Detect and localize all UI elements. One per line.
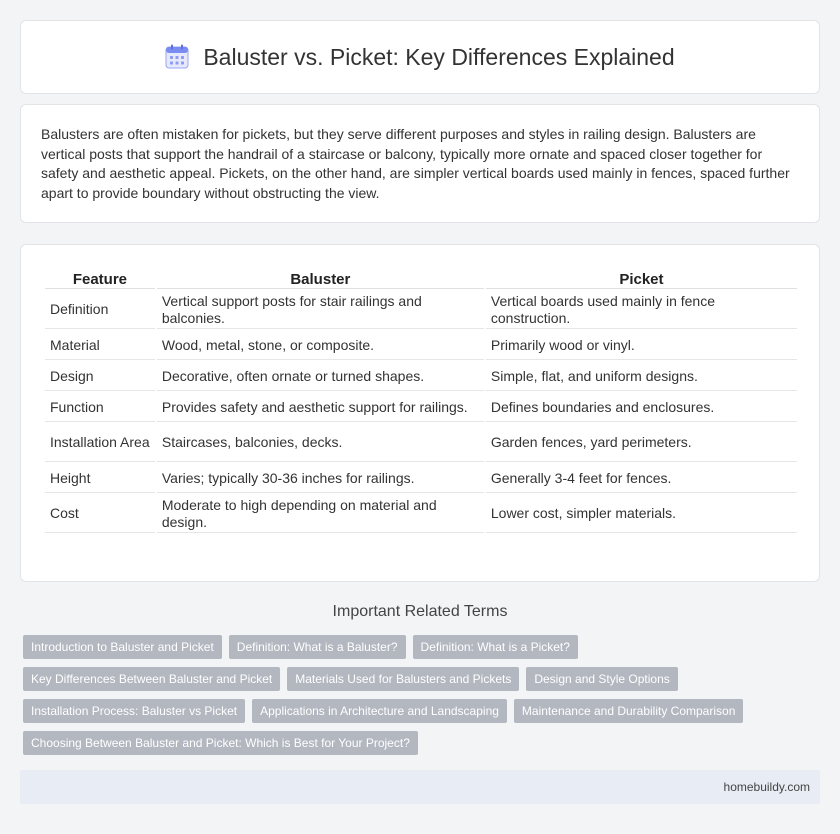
- picket-cell: Vertical boards used mainly in fence construction.: [486, 291, 797, 329]
- tag-link[interactable]: Introduction to Baluster and Picket: [23, 635, 222, 659]
- comparison-table-card: [20, 244, 820, 582]
- intro-card: [20, 104, 820, 223]
- table-row: [45, 424, 797, 462]
- tag-link[interactable]: Definition: What is a Picket?: [413, 635, 578, 659]
- baluster-cell: Vertical support posts for stair railings and balconies.: [157, 291, 484, 329]
- tag-link[interactable]: Installation Process: Baluster vs Picket: [23, 699, 245, 723]
- picket-cell: Primarily wood or vinyl.: [486, 331, 797, 360]
- header-feature: Feature: [45, 267, 155, 289]
- related-terms-title: Important Related Terms: [332, 603, 508, 620]
- picket-cell: Generally 3-4 feet for fences.: [486, 464, 797, 493]
- baluster-cell: Moderate to high depending on material and design.: [157, 495, 484, 533]
- baluster-cell: Staircases, balconies, decks.: [157, 424, 484, 462]
- picket-cell: Lower cost, simpler materials.: [486, 495, 797, 533]
- table-row: [45, 362, 797, 391]
- tag-link[interactable]: Maintenance and Durability Comparison: [514, 699, 743, 723]
- feature-cell: Height: [45, 464, 155, 493]
- baluster-cell: Wood, metal, stone, or composite.: [157, 331, 484, 360]
- picket-cell: Defines boundaries and enclosures.: [486, 393, 797, 422]
- table-row: [45, 495, 797, 533]
- page-title: Baluster vs. Picket: Key Differences Explained: [203, 43, 675, 70]
- intro-paragraph: Balusters are often mistaken for pickets, but they serve different purposes and styles in railing design. Balusters are vertical posts that support the handrail of a staircase or balcony, typically more ornate and spaced closer together for safety and aesthetic appeal. Pickets, on the other hand, are simpler vertical boards used mainly in fences, spaced further apart to provide boundary without obstructing the view.: [41, 126, 790, 201]
- baluster-cell: Decorative, often ornate or turned shapes.: [157, 362, 484, 391]
- table-row: [45, 464, 797, 493]
- header-picket: Picket: [486, 267, 797, 289]
- table-row: [45, 291, 797, 329]
- picket-cell: Garden fences, yard perimeters.: [486, 424, 797, 462]
- tag-link[interactable]: Design and Style Options: [526, 667, 677, 691]
- feature-cell: Definition: [45, 291, 155, 329]
- table-row: [45, 331, 797, 360]
- feature-cell: Material: [45, 331, 155, 360]
- tag-link[interactable]: Definition: What is a Baluster?: [229, 635, 406, 659]
- tag-link[interactable]: Key Differences Between Baluster and Picket: [23, 667, 280, 691]
- table-header-row: [45, 267, 797, 289]
- feature-cell: Function: [45, 393, 155, 422]
- baluster-cell: Provides safety and aesthetic support for railings.: [157, 393, 484, 422]
- feature-cell: Cost: [45, 495, 155, 533]
- header-card: [20, 20, 820, 94]
- tag-link[interactable]: Choosing Between Baluster and Picket: Which is Best for Your Project?: [23, 731, 418, 755]
- tag-link[interactable]: Materials Used for Balusters and Pickets: [287, 667, 519, 691]
- feature-cell: Installation Area: [45, 424, 155, 462]
- footer-site-link[interactable]: homebuildy.com: [723, 780, 810, 794]
- calendar-grid-icon: [165, 44, 189, 70]
- picket-cell: Simple, flat, and uniform designs.: [486, 362, 797, 391]
- related-terms-tags: [23, 635, 823, 755]
- table-row: [45, 393, 797, 422]
- feature-cell: Design: [45, 362, 155, 391]
- header-baluster: Baluster: [157, 267, 484, 289]
- footer: [20, 770, 820, 804]
- baluster-cell: Varies; typically 30-36 inches for railings.: [157, 464, 484, 493]
- tag-link[interactable]: Applications in Architecture and Landscaping: [252, 699, 507, 723]
- title-wrap: [165, 44, 674, 71]
- comparison-table: [43, 265, 799, 535]
